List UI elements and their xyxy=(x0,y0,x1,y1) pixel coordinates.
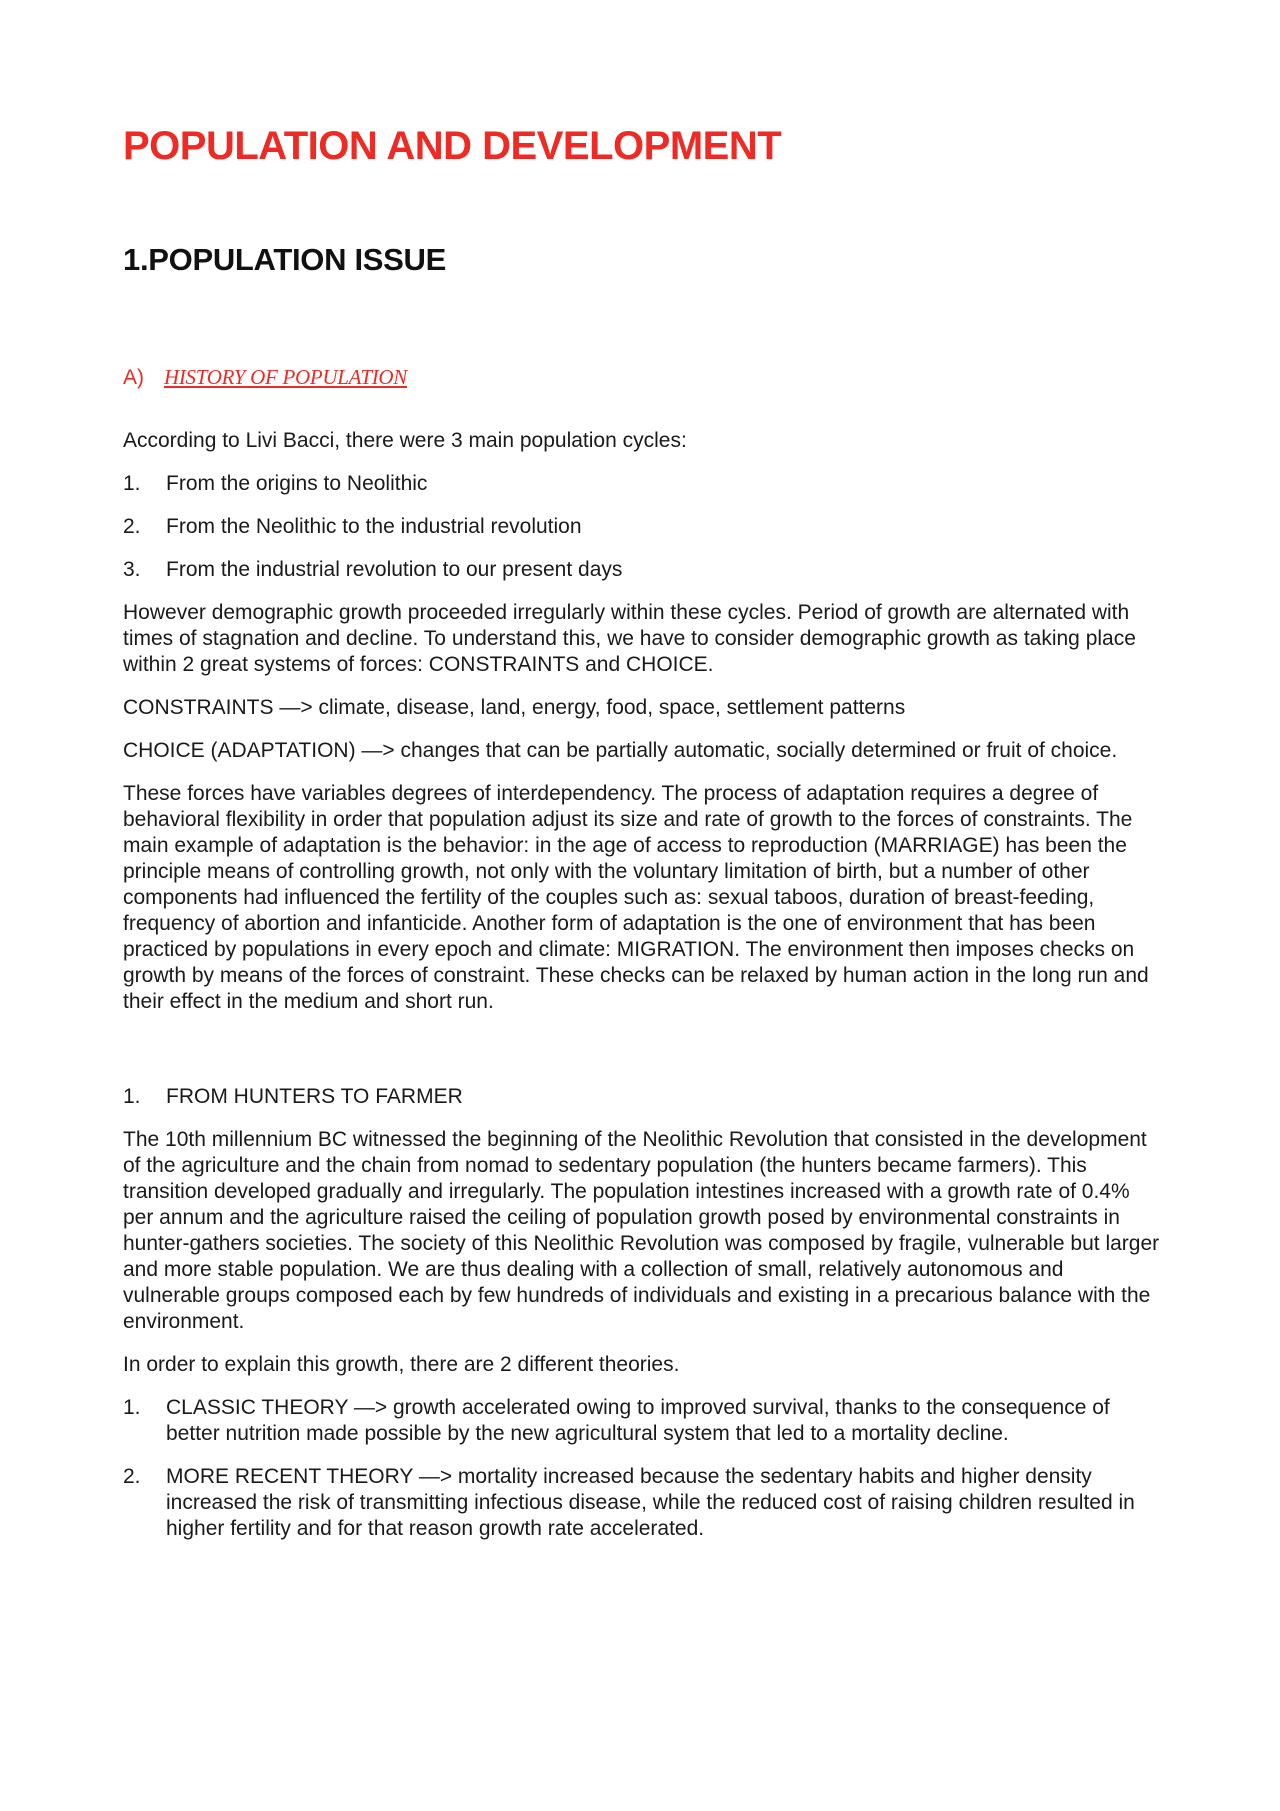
list-text: From the industrial revolution to our present days xyxy=(166,558,623,581)
subsection-heading xyxy=(123,365,407,390)
list-text: From the origins to Neolithic xyxy=(166,472,428,495)
document-title: POPULATION AND DEVELOPMENT xyxy=(123,124,782,168)
section-spacer xyxy=(123,1032,1163,1084)
growth-paragraph: However demographic growth proceeded irregularly within these cycles. Period of growth are alternated with times of stagnation and decline. To understand this, we have to consider demographic growth as taking place within 2 great systems of forces: CONSTRAINTS and CHOICE. xyxy=(123,601,1136,676)
list-number: 3. xyxy=(123,558,141,581)
section-heading: 1.POPULATION ISSUE xyxy=(123,242,447,277)
list-number: 1. xyxy=(123,1085,141,1108)
list-text: MORE RECENT THEORY —> mortality increased because the sedentary habits and higher density increased the risk of transmitting infectious disease, while the reduced cost of raising children resulted in higher fertility and for that reason growth rate accelerated. xyxy=(166,1465,1135,1540)
list-text: CLASSIC THEORY —> growth accelerated owing to improved survival, thanks to the consequence of better nutrition made possible by the new agricultural system that led to a mortality decline. xyxy=(166,1396,1110,1445)
subsection-letter: A) xyxy=(123,366,144,389)
subsection-name: HISTORY OF POPULATION xyxy=(164,365,408,389)
list-number: 2. xyxy=(123,515,141,538)
list-item xyxy=(123,1464,1163,1542)
list-item xyxy=(123,557,1163,583)
intro-paragraph: According to Livi Bacci, there were 3 main population cycles: xyxy=(123,429,687,452)
list-number: 1. xyxy=(123,472,141,495)
list-text: FROM HUNTERS TO FARMER xyxy=(166,1085,463,1108)
hunters-heading xyxy=(123,1084,1163,1110)
neolithic-paragraph: The 10th millennium BC witnessed the beginning of the Neolithic Revolution that consisted in the development of the agriculture and the chain from nomad to sedentary population (the hunters became farmers). This transition developed gradually and irregularly. The population intestines increased with a growth rate of 0.4% per annum and the agriculture raised the ceiling of population growth posed by environmental constraints in hunter-gathers societies. The society of this Neolithic Revolution was composed by fragile, vulnerable but larger and more stable population. We are thus dealing with a collection of small, relatively autonomous and vulnerable groups composed each by few hundreds of individuals and existing in a precarious balance with the environment. xyxy=(123,1128,1160,1333)
forces-paragraph: These forces have variables degrees of interdependency. The process of adaptation requires a degree of behavioral flexibility in order that population adjust its size and rate of growth to the forces of constraints. The main example of adaptation is the behavior: in the age of access to reproduction (MARRIAGE) has been the principle means of controlling growth, not only with the voluntary limitation of birth, but a number of other components had influenced the fertility of the couples such as: sexual taboos, duration of breast-feeding, frequency of abortion and infanticide. Another form of adaptation is the one of environment that has been practiced by populations in every epoch and climate: MIGRATION. The environment then imposes checks on growth by means of the forces of constraint. These checks can be relaxed by human action in the long run and their effect in the medium and short run. xyxy=(123,782,1149,1013)
list-item xyxy=(123,471,1163,497)
list-number: 1. xyxy=(123,1396,141,1419)
list-item xyxy=(123,514,1163,540)
constraints-paragraph: CONSTRAINTS —> climate, disease, land, energy, food, space, settlement patterns xyxy=(123,696,906,719)
theories-paragraph: In order to explain this growth, there are 2 different theories. xyxy=(123,1353,680,1376)
list-number: 2. xyxy=(123,1465,141,1488)
list-item xyxy=(123,1395,1163,1447)
list-text: From the Neolithic to the industrial revolution xyxy=(166,515,582,538)
choice-paragraph: CHOICE (ADAPTATION) —> changes that can be partially automatic, socially determined or fruit of choice. xyxy=(123,739,1118,762)
document-body xyxy=(123,428,1163,1559)
